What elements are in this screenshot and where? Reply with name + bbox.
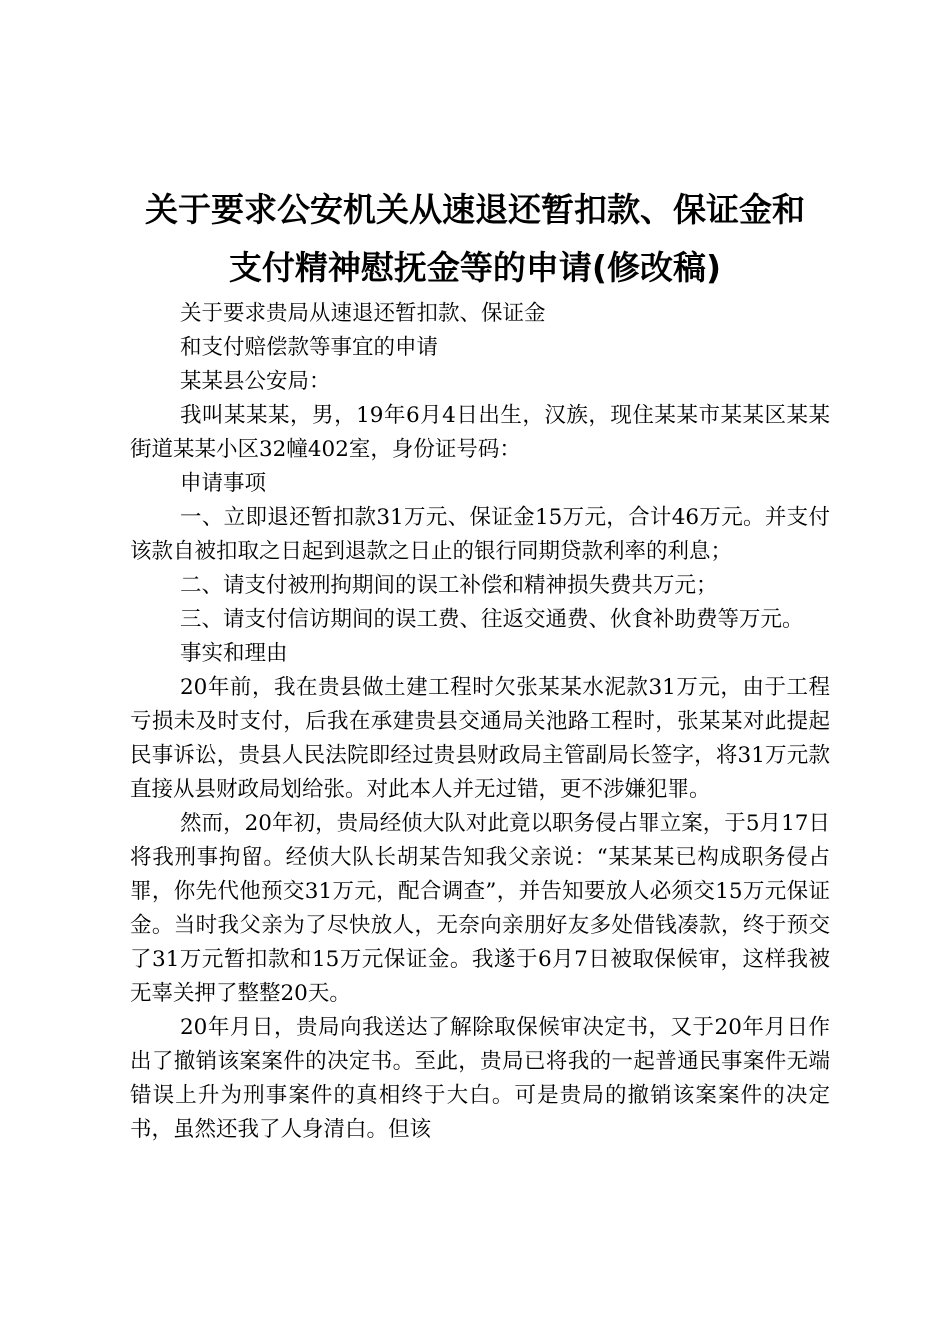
document-body	[130, 297, 830, 1147]
applicant-intro: 我叫某某某，男，19年6月4日出生，汉族，现住某某市某某区某某街道某某小区32幢402室，身份证号码：	[130, 403, 830, 462]
subject-line-1: 关于要求贵局从速退还暂扣款、保证金	[180, 301, 546, 326]
addressee: 某某县公安局：	[180, 369, 331, 394]
section-heading-requests: 申请事项	[180, 471, 267, 496]
facts-paragraph-3: 20年月日，贵局向我送达了解除取保候审决定书，又于20年月日作出了撤销该案案件的决定书。至此，贵局已将我的一起普通民事案件无端错误上升为刑事案件的真相终于大白。可是贵局的撤销该案案件的决定书，虽然还我了人身清白。但该	[130, 1015, 830, 1142]
document-title-line-1: 关于要求公安机关从速退还暂扣款、保证金和	[145, 190, 805, 229]
facts-paragraph-1: 20年前，我在贵县做土建工程时欠张某某水泥款31万元，由于工程亏损未及时支付，后我在承建贵县交通局关池路工程时，张某某对此提起民事诉讼，贵县人民法院即经过贵县财政局主管副局长签字，将31万元款直接从县财政局划给张。对此本人并无过错，更不涉嫌犯罪。	[130, 675, 830, 802]
request-item-2: 二、请支付被刑拘期间的误工补偿和精神损失费共万元；	[180, 573, 718, 598]
request-item-1: 一、立即退还暂扣款31万元、保证金15万元，合计46万元。并支付该款自被扣取之日起到退款之日止的银行同期贷款利率的利息；	[130, 505, 830, 564]
section-heading-facts: 事实和理由	[180, 641, 288, 666]
subject-line-2: 和支付赔偿款等事宜的申请	[180, 335, 439, 360]
document-title-line-2: 支付精神慰抚金等的申请(修改稿)	[228, 248, 722, 287]
request-item-3: 三、请支付信访期间的误工费、往返交通费、伙食补助费等万元。	[180, 607, 804, 632]
facts-paragraph-2: 然而，20年初，贵局经侦大队对此竟以职务侵占罪立案，于5月17日将我刑事拘留。经侦大队长胡某告知我父亲说：“某某某已构成职务侵占罪，你先代他预交31万元，配合调查”，并告知要放人必须交15万元保证金。当时我父亲为了尽快放人，无奈向亲朋好友多处借钱凑款，终于预交了31万元暂扣款和15万元保证金。我遂于6月7日被取保候审，这样我被无辜关押了整整20天。	[130, 811, 830, 1006]
